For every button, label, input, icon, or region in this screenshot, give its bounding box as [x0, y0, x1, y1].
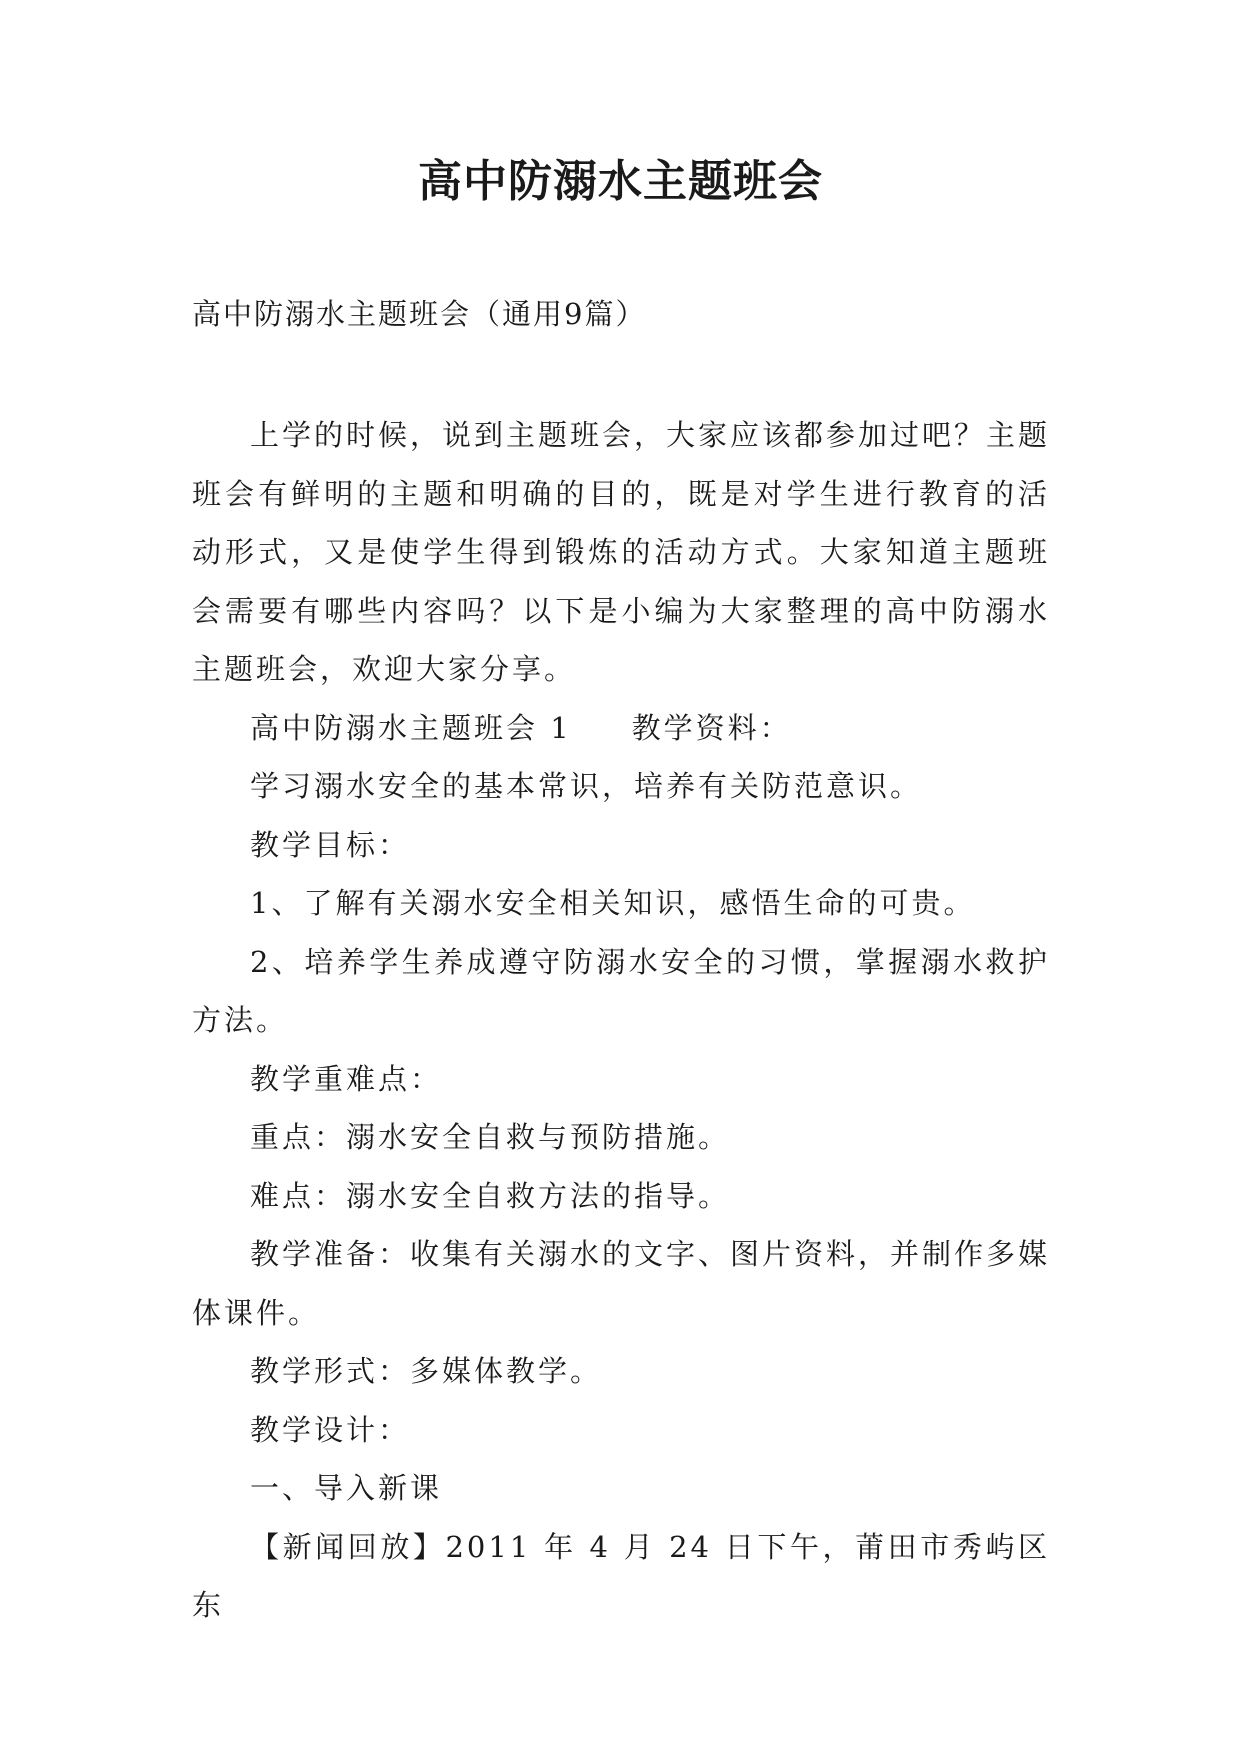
goal-item-1: 1、了解有关溺水安全相关知识，感悟生命的可贵。 — [250, 886, 976, 920]
section-heading-title: 高中防溺水主题班会 1 — [250, 710, 572, 745]
goals-label: 教学目标： — [250, 827, 411, 862]
document-subtitle: 高中防溺水主题班会（通用9篇） — [192, 297, 647, 331]
intro-paragraph: 上学的时候，说到主题班会，大家应该都参加过吧？主题班会有鲜明的主题和明确的目的，既是对学生进行教育的活动形式，又是使学生得到锻炼的活动方式。大家知道主题班会需要有哪些内容吗？以下是小编为大家整理的高中防溺水主题班会，欢迎大家分享。 — [192, 418, 1051, 686]
difficulty-label: 教学重难点： — [250, 1061, 443, 1096]
hard-point: 难点：溺水安全自救方法的指导。 — [250, 1178, 731, 1213]
lesson-intro-heading: 一、导入新课 — [250, 1471, 443, 1505]
key-point: 重点：溺水安全自救与预防措施。 — [250, 1120, 731, 1154]
form-paragraph: 教学形式：多媒体教学。 — [250, 1354, 603, 1388]
document-body — [192, 406, 1050, 1635]
content-paragraph: 学习溺水安全的基本常识，培养有关防范意识。 — [250, 769, 923, 803]
section-heading — [192, 699, 1050, 758]
news-paragraph: 【新闻回放】2011 年 4 月 24 日下午，莆田市秀屿区东 — [192, 1529, 1050, 1622]
document-title: 高中防溺水主题班会 — [418, 156, 823, 207]
section-heading-suffix: 教学资料： — [631, 710, 792, 745]
design-label: 教学设计： — [250, 1412, 411, 1447]
preparation-paragraph: 教学准备：收集有关溺水的文字、图片资料，并制作多媒体课件。 — [192, 1237, 1051, 1330]
goal-item-2: 2、培养学生养成遵守防溺水安全的习惯，掌握溺水救护方法。 — [192, 944, 1050, 1037]
